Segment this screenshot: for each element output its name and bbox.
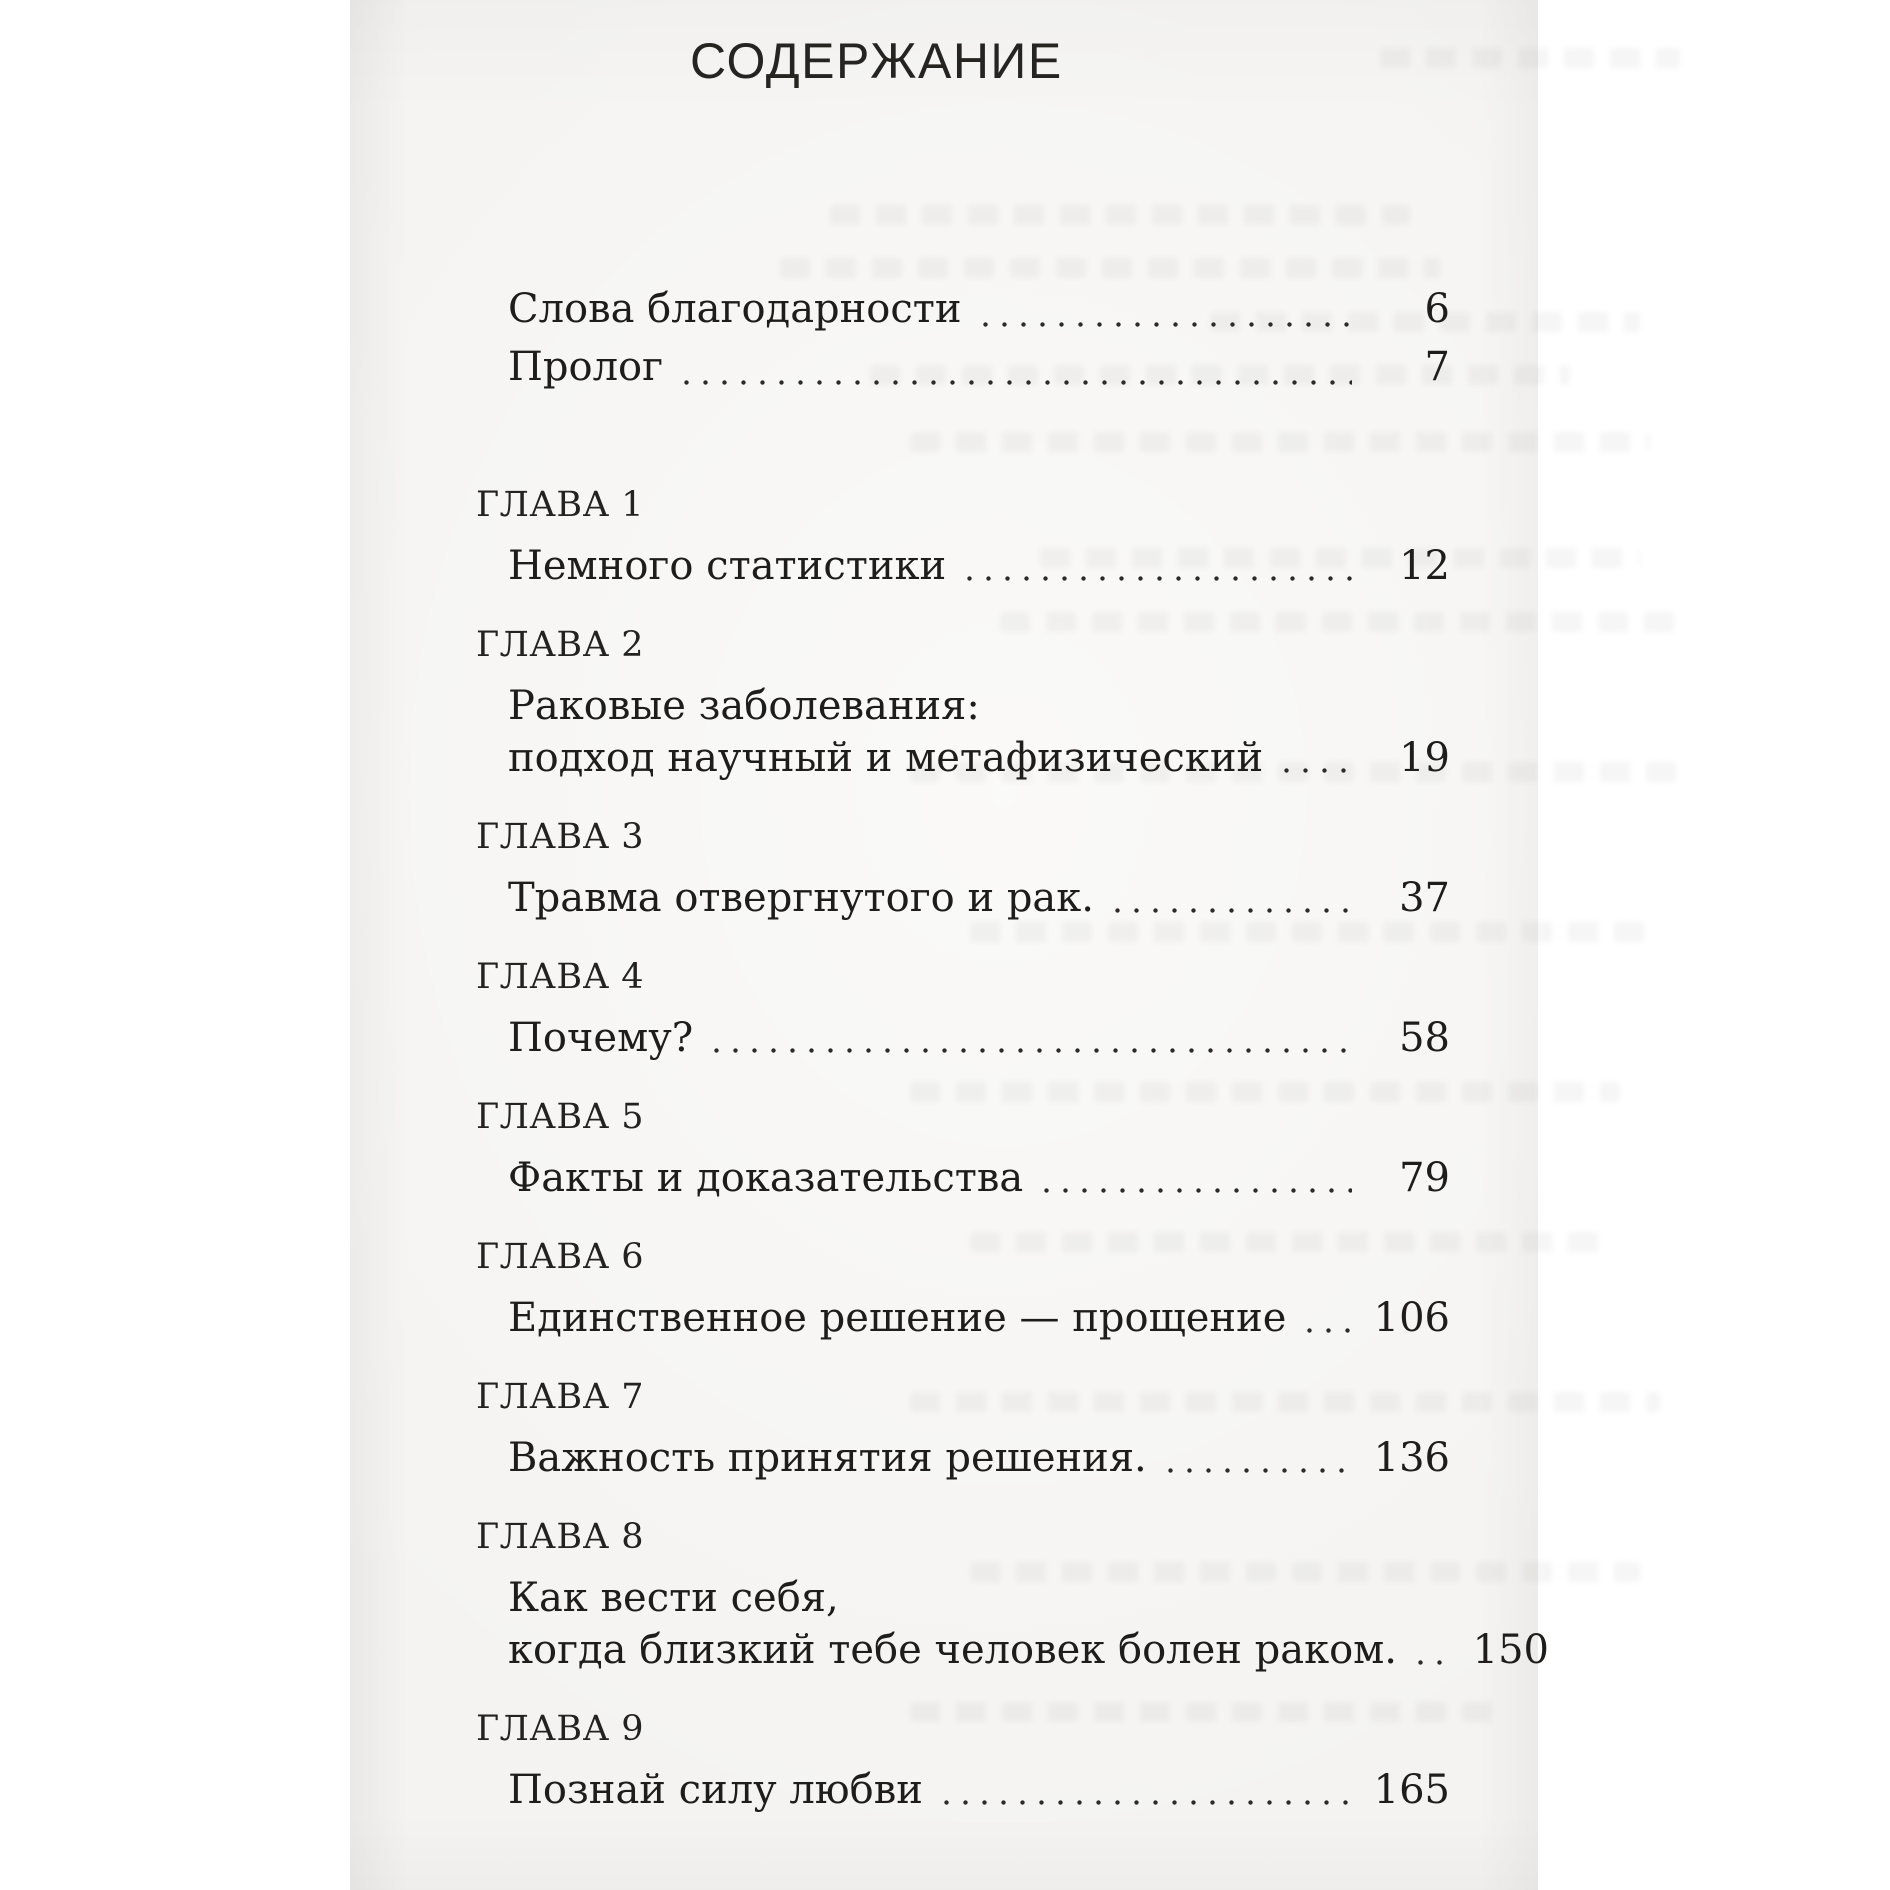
toc-chapter-block (476, 1514, 1550, 1676)
toc-entry-title: Почему? (508, 1015, 694, 1061)
toc-entry-page-number: 106 (1373, 1295, 1450, 1341)
toc-entry-row (508, 540, 1450, 592)
chapter-label: ГЛАВА 4 (476, 957, 645, 997)
dot-leader (976, 320, 1352, 329)
toc-entry-title: Важность принятия решения. (508, 1435, 1147, 1481)
chapter-label: ГЛАВА 5 (476, 1097, 645, 1137)
toc-entry-title: Немного статистики (508, 543, 947, 589)
toc-chapter-block (476, 814, 1450, 924)
toc-entry-page-number: 79 (1399, 1155, 1450, 1201)
toc-entry-page-number: 37 (1399, 875, 1450, 921)
toc-entry-row (508, 1432, 1450, 1484)
chapter-label: ГЛАВА 9 (476, 1709, 645, 1749)
chapter-title-lines (476, 540, 1450, 592)
toc-entry-row (508, 872, 1450, 924)
chapter-title-line: Раковые заболевания: (508, 683, 980, 729)
toc-chapter-block (476, 954, 1450, 1064)
chapter-title-lines (476, 1152, 1450, 1204)
dot-leader (1300, 1326, 1352, 1335)
dot-leader (937, 1798, 1352, 1807)
dot-leader (677, 378, 1352, 387)
toc-entry-row (476, 280, 1450, 338)
toc-entry-page-number: 7 (1424, 344, 1450, 390)
chapter-title-lines (476, 1764, 1450, 1816)
toc-entry-row (508, 1764, 1450, 1816)
toc-entry-page-number: 19 (1399, 735, 1450, 781)
chapter-title-line: Как вести себя, (508, 1575, 839, 1621)
toc-entry-title: Травма отвергнутого и рак. (508, 875, 1094, 921)
toc-entry-row (508, 732, 1450, 784)
chapter-label: ГЛАВА 7 (476, 1377, 645, 1417)
dot-leader (707, 1046, 1352, 1055)
dot-leader (1161, 1466, 1352, 1475)
toc-chapter-block (476, 1706, 1450, 1816)
toc-entry-page-number: 6 (1424, 286, 1450, 332)
toc-entry-row (508, 1012, 1450, 1064)
dot-leader (1411, 1658, 1451, 1667)
chapter-label: ГЛАВА 1 (476, 485, 645, 525)
chapter-title-lines (476, 680, 1450, 784)
chapter-title-lines (476, 1432, 1450, 1484)
toc-entry-title: Факты и доказательства (508, 1155, 1024, 1201)
book-page (350, 0, 1550, 1890)
toc-entry-title: Пролог (508, 344, 664, 390)
page-title: СОДЕРЖАНИЕ (690, 33, 1063, 89)
chapter-title-lines (476, 1012, 1450, 1064)
toc-entry-page-number: 58 (1399, 1015, 1450, 1061)
dot-leader (960, 574, 1352, 583)
chapter-label: ГЛАВА 6 (476, 1237, 645, 1277)
toc-chapter-block (476, 1374, 1450, 1484)
toc-entry-title: Слова благодарности (508, 286, 962, 332)
toc-entry-title: Единственное решение — прощение (508, 1295, 1287, 1341)
toc-entry-row (508, 1292, 1450, 1344)
toc-entry-page-number: 136 (1373, 1435, 1450, 1481)
toc-front-list (476, 280, 1450, 396)
toc-chapter-block (476, 1094, 1450, 1204)
toc-chapter-block (476, 482, 1450, 592)
toc-entry-title: когда близкий тебе человек болен раком. (508, 1627, 1398, 1673)
toc-entry-page-number: 165 (1373, 1767, 1450, 1813)
toc-chapter-list (476, 482, 1550, 1816)
toc-entry-row (476, 338, 1450, 396)
chapter-label: ГЛАВА 2 (476, 625, 645, 665)
chapter-title-lines (476, 872, 1450, 924)
toc-chapter-block (476, 1234, 1450, 1344)
chapter-label: ГЛАВА 8 (476, 1517, 645, 1557)
toc-entry-title: Познай силу любви (508, 1767, 923, 1813)
chapter-title-lines (476, 1292, 1450, 1344)
chapter-title-lines (476, 1572, 1550, 1676)
chapter-label: ГЛАВА 3 (476, 817, 645, 857)
dot-leader (1277, 766, 1352, 775)
toc-content (350, 0, 1550, 1890)
toc-chapter-block (476, 622, 1450, 784)
toc-entry-page-number: 12 (1399, 543, 1450, 589)
dot-leader (1108, 906, 1352, 915)
toc-entry-title: подход научный и метафизический (508, 735, 1264, 781)
toc-entry-row (508, 1624, 1550, 1676)
toc-entry-page-number: 150 (1472, 1627, 1550, 1673)
toc-entry-row (508, 1152, 1450, 1204)
dot-leader (1037, 1186, 1352, 1195)
